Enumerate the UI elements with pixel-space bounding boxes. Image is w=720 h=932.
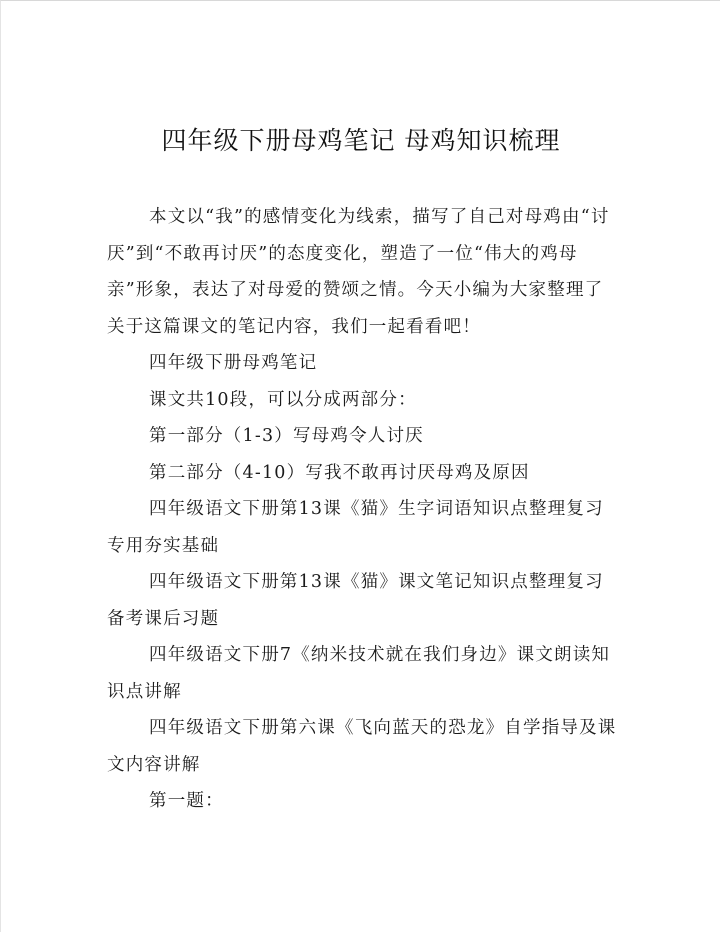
related-article-1: 四年级语文下册第13课《猫》生字词语知识点整理复习专用夯实基础	[107, 499, 604, 556]
paragraph-count-text: 课文共10段，可以分成两部分：	[149, 389, 417, 410]
related-article-2: 四年级语文下册第13课《猫》课文笔记知识点整理复习备考课后习题	[107, 572, 604, 629]
document-title: 四年级下册母鸡笔记 母鸡知识梳理	[161, 126, 561, 155]
question-one-label: 第一题：	[149, 791, 224, 811]
section-heading: 四年级下册母鸡笔记	[149, 353, 318, 373]
intro-paragraph: 本文以“我”的感情变化为线索，描写了自己对母鸡由“讨厌”到“不敢再讨厌”的态度变化，塑造了一位“伟大的鸡母亲”形象，表达了对母爱的赞颂之情。今天小编为大家整理了关于这篇课文的笔记内容，我们一起看看吧！	[107, 207, 610, 337]
document-body	[107, 199, 617, 820]
related-article-4: 四年级语文下册第六课《飞向蓝天的恐龙》自学指导及课文内容讲解	[107, 718, 617, 775]
related-article-3: 四年级语文下册7《纳米技术就在我们身边》课文朗读知识点讲解	[107, 645, 611, 702]
part-two-text: 第二部分（4-10）写我不敢再讨厌母鸡及原因	[149, 462, 530, 483]
part-one-text: 第一部分（1-3）写母鸡令人讨厌	[149, 426, 424, 446]
